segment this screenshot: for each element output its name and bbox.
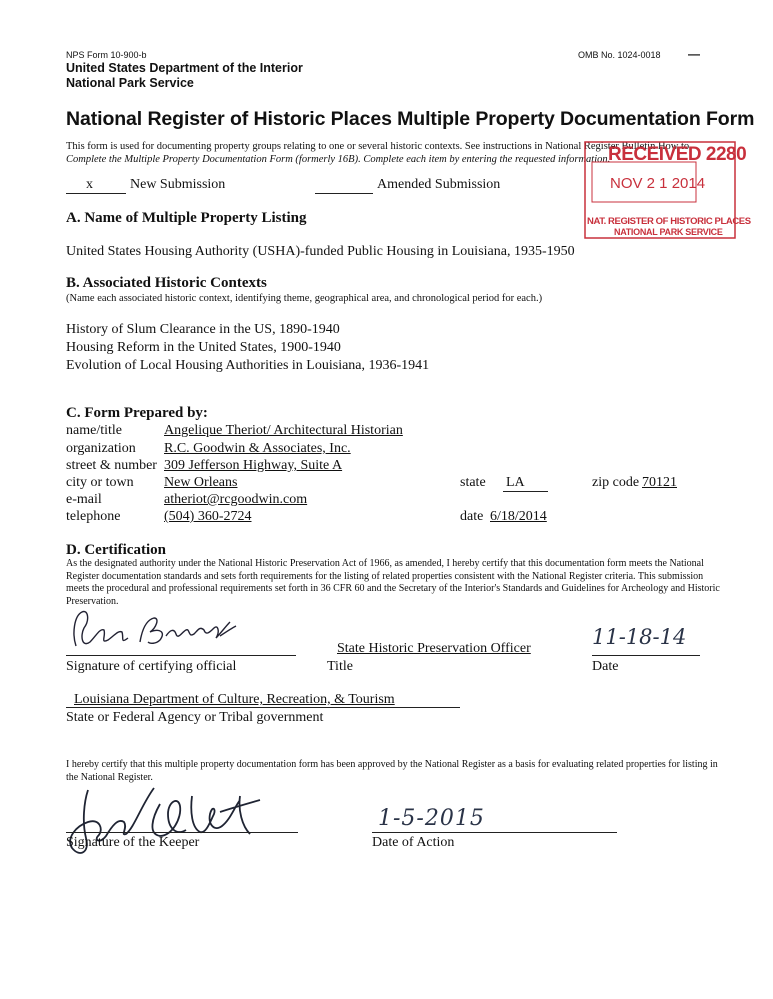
state-value[interactable]: LA [506, 475, 525, 490]
date-label: date [460, 509, 484, 524]
certifying-title-label: Title [327, 659, 353, 674]
state-underline [503, 491, 548, 492]
omb-mark: — [688, 47, 700, 61]
action-date-line[interactable] [372, 832, 617, 833]
agency-line [66, 707, 460, 708]
agency-value[interactable]: Louisiana Department of Culture, Recreation, & Tourism [74, 692, 395, 707]
page-title: National Register of Historic Places Multiple Property Documentation Form [66, 108, 755, 130]
department-name: United States Department of the Interior [66, 61, 303, 75]
action-date-label: Date of Action [372, 835, 455, 850]
keeper-signature-label: Signature of the Keeper [66, 835, 200, 850]
zip-label: zip code [592, 475, 640, 490]
amended-submission-label: Amended Submission [377, 177, 501, 192]
amended-submission-blank[interactable] [315, 193, 373, 194]
state-label: state [460, 475, 486, 490]
keeper-signature [64, 778, 274, 865]
street-label: street & number [66, 458, 157, 473]
context-item: Evolution of Local Housing Authorities in Louisiana, 1936-1941 [66, 358, 430, 373]
action-date-handwritten: 1-5-2015 [378, 806, 485, 831]
telephone-value[interactable]: (504) 360-2724 [164, 509, 252, 524]
omb-number: OMB No. 1024-0018 [578, 50, 661, 60]
city-value[interactable]: New Orleans [164, 475, 238, 490]
email-value[interactable]: atheriot@rcgoodwin.com [164, 492, 308, 507]
service-name: National Park Service [66, 76, 194, 90]
new-submission-blank[interactable] [66, 193, 126, 194]
date-value[interactable]: 6/18/2014 [490, 509, 547, 524]
street-value[interactable]: 309 Jefferson Highway, Suite A [164, 458, 343, 473]
stamp-received: RECEIVED 2280 [608, 144, 747, 165]
received-stamp [584, 140, 751, 242]
zip-value[interactable]: 70121 [642, 475, 677, 490]
name-title-label: name/title [66, 423, 122, 438]
context-item: Housing Reform in the United States, 1900-1940 [66, 340, 341, 355]
certifying-title-value[interactable]: State Historic Preservation Officer [337, 641, 531, 656]
form-number: NPS Form 10-900-b [66, 50, 147, 60]
certification-date-line[interactable] [592, 655, 700, 656]
section-d-heading: D. Certification [66, 542, 166, 558]
city-label: city or town [66, 475, 134, 490]
name-title-value[interactable]: Angelique Theriot/ Architectural Historian [164, 423, 403, 438]
agency-label: State or Federal Agency or Tribal government [66, 710, 324, 725]
email-label: e-mail [66, 492, 102, 507]
keeper-signature-line[interactable] [66, 832, 298, 833]
section-c-heading: C. Form Prepared by: [66, 405, 208, 421]
keeper-certification-text: I hereby certify that this multiple property documentation form has been approved by the National Register as a basis for evaluating related properties for listing in the National Register. [66, 759, 718, 783]
certification-date-label: Date [592, 659, 619, 674]
new-submission-label: New Submission [130, 177, 226, 192]
certification-text: As the designated authority under the National Historic Preservation Act of 1966, as amended, I hereby certify that this documentation form meets the National Register documentation standards and sets forth requirements for the listing of related properties consistent with the National Register criteria. This submission meets the procedural and professional requirements set forth in 36 CFR 60 and the Secretary of the Interior's Standards and Guidelines for Archeology and Historic Preservation. [66, 558, 720, 607]
new-submission-mark: x [86, 177, 93, 192]
stamp-line-2: NATIONAL PARK SERVICE [614, 227, 723, 237]
telephone-label: telephone [66, 509, 121, 524]
certifying-signature-line[interactable] [66, 655, 296, 656]
certification-date-handwritten: 11-18-14 [592, 625, 687, 649]
organization-value[interactable]: R.C. Goodwin & Associates, Inc. [164, 441, 351, 456]
section-a-heading: A. Name of Multiple Property Listing [66, 210, 307, 226]
organization-label: organization [66, 441, 136, 456]
intro-line-2: Complete the Multiple Property Documentation Form (formerly 16B). Complete each item by entering the requested information. [66, 154, 611, 165]
stamp-line-1: NAT. REGISTER OF HISTORIC PLACES [587, 216, 751, 227]
context-item: History of Slum Clearance in the US, 1890-1940 [66, 322, 340, 337]
section-b-heading: B. Associated Historic Contexts [66, 275, 267, 291]
property-listing-name: United States Housing Authority (USHA)-funded Public Housing in Louisiana, 1935-1950 [66, 244, 575, 259]
stamp-date: NOV 2 1 2014 [610, 175, 706, 192]
section-b-note: (Name each associated historic context, identifying theme, geographical area, and chronological period for each.) [66, 293, 543, 304]
intro-line-1: This form is used for documenting property groups relating to one or several historic contexts. See instructions in National Register Bulletin How to [66, 141, 690, 152]
certifying-signature-label: Signature of certifying official [66, 659, 237, 674]
